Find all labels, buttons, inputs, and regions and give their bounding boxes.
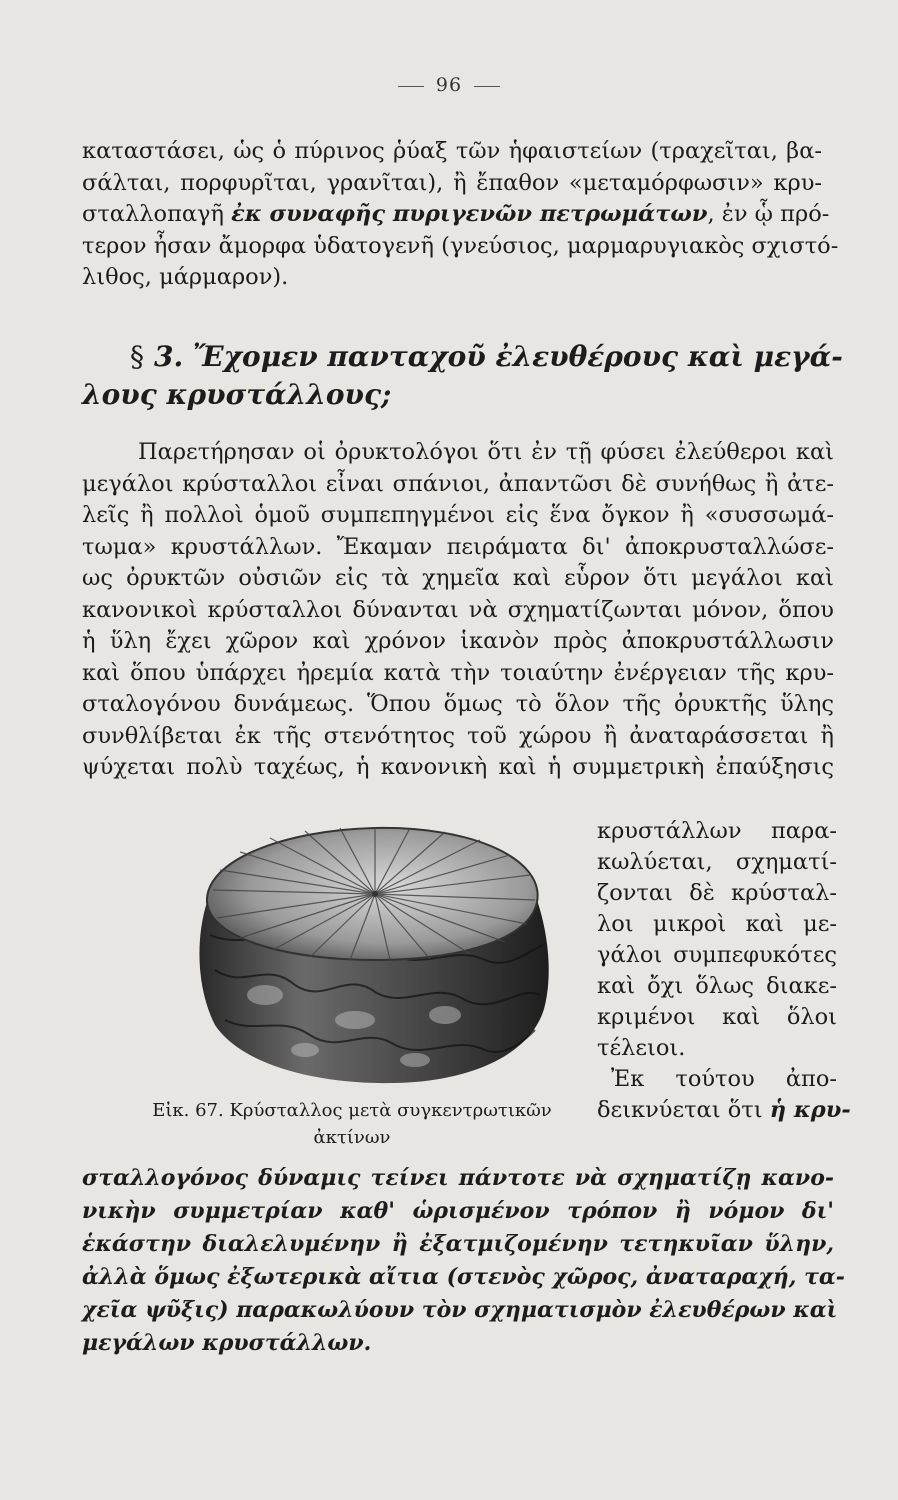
para2-line: συνθλίβεται ἐκ τῆς στενότητος τοῦ χώρου ἢ ἀναταράσσεται ἢ xyxy=(82,722,834,749)
page-number-dash-left xyxy=(398,86,424,87)
para2-line: ως ὀρυκτῶν οὐσιῶν εἰς τὰ χημεῖα καὶ εὗρον ὅτι μεγάλοι καὶ xyxy=(82,565,834,591)
right-column-text xyxy=(597,816,851,1126)
bottom-line: νικὴν συμμετρίαν καθ' ὡρισμένον τρόπον ἢ νόμον δι' xyxy=(82,1198,834,1224)
para2-line: τωμα» κρυστάλλων. Ἔκαμαν πειράματα δι' ἀποκρυσταλλώσε- xyxy=(82,533,834,560)
para2-line: κανονικοὶ κρύσταλλοι δύνανται νὰ σχηματίζωνται μόνον, ὅπου xyxy=(82,596,834,623)
page-number xyxy=(0,74,898,96)
section-title-line1: Ἔχομεν πανταχοῦ ἐλευθέρους καὶ μεγά- xyxy=(192,340,843,373)
para2-line: ἡ ὕλη ἔχει χῶρον καὶ χρόνον ἱκανὸν πρὸς ἀποκρυστάλλωσιν xyxy=(82,628,834,654)
bottom-line: χεῖα ψῦξις) παρακωλύουν τὸν σχηματισμὸν ἐλευθέρων καὶ xyxy=(82,1297,838,1323)
para2-line: λεῖς ἢ πολλοὶ ὁμοῦ συμπεπηγμένοι εἰς ἕνα ὄγκον ἢ «συσσωμά- xyxy=(82,502,834,528)
caption-line-1: Εἰκ. 67. Κρύσταλλος μετὰ συγκεντρωτικῶν xyxy=(152,1100,552,1121)
page-number-dash-right xyxy=(474,86,500,87)
right-line: ζονται δὲ κρύσταλ- xyxy=(597,880,837,906)
bottom-line: σταλλογόνος δύναμις τείνει πάντοτε νὰ σχηματίζῃ κανο- xyxy=(82,1165,834,1191)
bottom-line: μεγάλων κρυστάλλων. xyxy=(82,1330,372,1356)
right-line: καὶ ὄχι ὅλως διακε- xyxy=(597,973,837,999)
page-number-text: 96 xyxy=(435,74,463,96)
crystal-center xyxy=(372,891,378,897)
bold-italic-phrase: ἐκ συναφῆς πυριγενῶν πετρωμάτων xyxy=(231,201,708,227)
paragraph-2 xyxy=(82,437,834,784)
crystal-figure xyxy=(185,820,565,1095)
section-heading xyxy=(82,338,843,414)
para1-line: καταστάσει, ὡς ὁ πύρινος ῥύαξ τῶν ἡφαιστείων (τραχεῖται, βα- xyxy=(82,138,822,164)
section-title-line2: λους κρυστάλλους; xyxy=(82,378,392,411)
para1-line: σταλλοπαγῆ ἐκ συναφῆς πυριγενῶν πετρωμάτων, ἐν ᾧ πρό- xyxy=(82,201,830,227)
para2-line: ψύχεται πολὺ ταχέως, ἡ κανονικὴ καὶ ἡ συμμετρικὴ ἐπαύξησις xyxy=(82,754,834,780)
para2-line: καὶ ὅπου ὑπάρχει ἠρεμία κατὰ τὴν τοιαύτην ἐνέργειαν τῆς κρυ- xyxy=(82,659,834,686)
para1-line: τερον ἦσαν ἄμορφα ὑδατογενῆ (γνεύσιος, μαρμαρυγιακὸς σχιστό- xyxy=(82,232,839,259)
para1-line: σάλται, πορφυρῖται, γρανῖται), ἢ ἔπαθον «μεταμόρφωσιν» κρυ- xyxy=(82,169,822,196)
right-line: Ἐκ τούτου ἀπο- xyxy=(611,1066,837,1092)
para2-line: Παρετήρησαν οἱ ὀρυκτολόγοι ὅτι ἐν τῇ φύσει ἐλεύθεροι καὶ xyxy=(138,439,834,465)
section-number: 3. xyxy=(154,340,184,373)
para1-line: λιθος, μάρμαρον). xyxy=(82,264,289,290)
right-line: λοι μικροὶ καὶ με- xyxy=(597,911,837,937)
para2-line: μεγάλοι κρύσταλλοι εἶναι σπάνιοι, ἀπαντῶσι δὲ συνήθως ἢ ἀτε- xyxy=(82,470,834,497)
right-line: κωλύεται, σχηματί- xyxy=(597,849,837,875)
para2-line: σταλογόνου δυνάμεως. Ὅπου ὅμως τὸ ὅλον τῆς ὀρυκτῆς ὕλης xyxy=(82,691,834,717)
right-line: γάλοι συμπεφυκότες xyxy=(597,942,837,968)
paragraph-1 xyxy=(82,136,839,294)
section-symbol: § xyxy=(130,340,144,373)
right-line: κρυστάλλων παρα- xyxy=(597,818,837,844)
bottom-line: ἀλλὰ ὅμως ἐξωτερικὰ αἴτια (στενὸς χῶρος, ἀναταραχή, τα- xyxy=(82,1264,845,1290)
right-line: τέλειοι. xyxy=(597,1035,686,1061)
bottom-line: ἑκάστην διαλελυμένην ἢ ἐξατμιζομένην τετηκυῖαν ὕλην, xyxy=(82,1231,834,1257)
figure-caption xyxy=(132,1097,572,1151)
right-line: δεικνύεται ὅτι ἡ κρυ- xyxy=(597,1097,851,1123)
caption-line-2: ἀκτίνων xyxy=(313,1127,391,1148)
conclusion-text xyxy=(82,1162,845,1360)
right-line: κριμένοι καὶ ὅλοι xyxy=(597,1004,837,1030)
